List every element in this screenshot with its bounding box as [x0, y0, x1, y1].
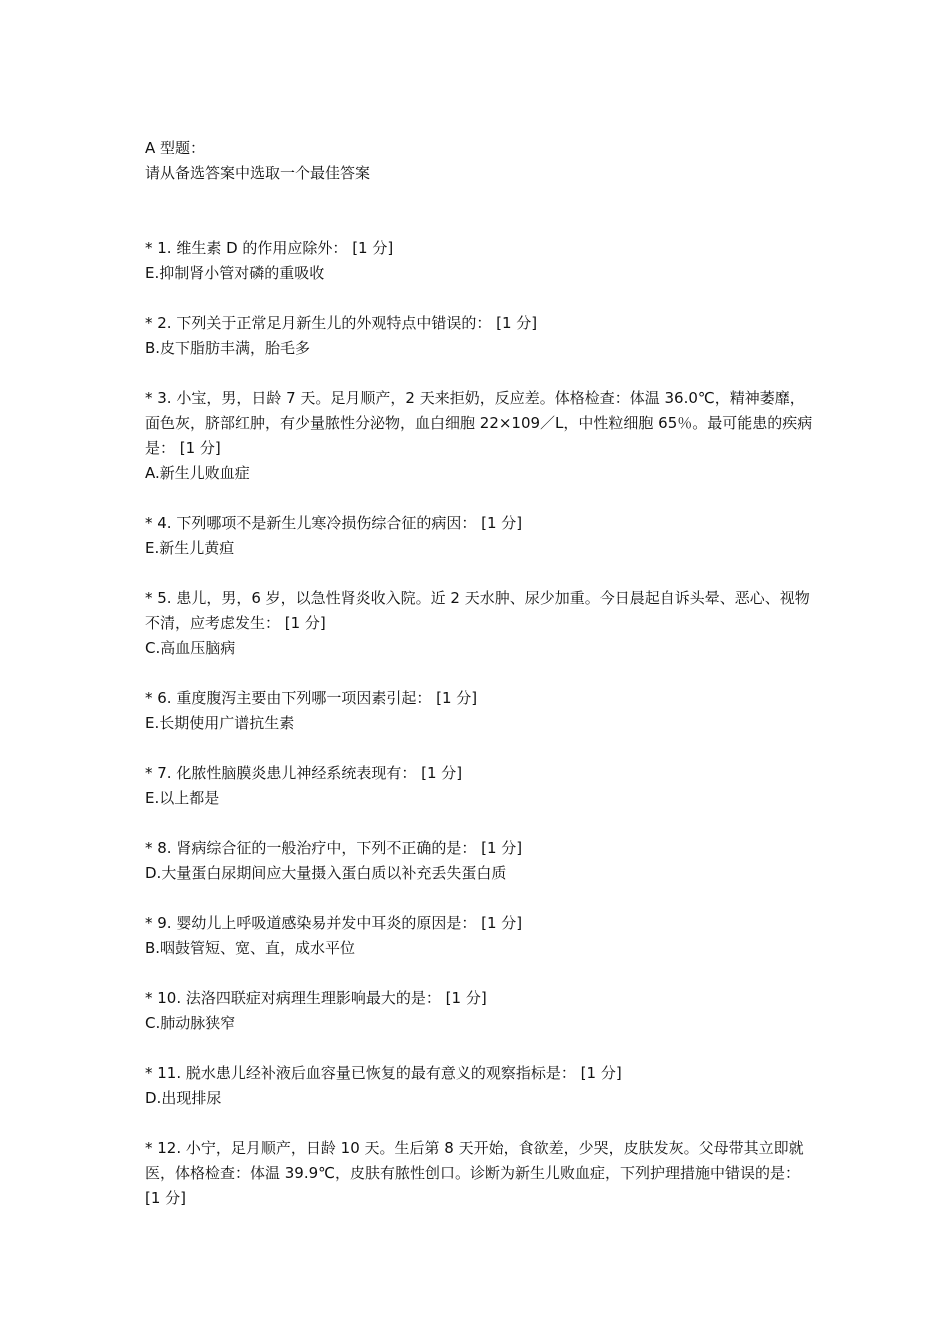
question-answer: E.新生儿黄疸: [145, 539, 235, 557]
question-11: [145, 1061, 813, 1111]
question-8: [145, 836, 813, 886]
question-text: * 3. 小宝，男，日龄 7 天。足月顺产，2 天来拒奶，反应差。体格检查：体温 36.0℃，精神萎靡，面色灰，脐部红肿，有少量脓性分泌物，血白细胞 22×109／L，中性粒细胞 65％。最可能患的疾病是： [1 分]: [145, 389, 813, 457]
question-answer: C.高血压脑病: [145, 639, 236, 657]
question-answer: B.咽鼓管短、宽、直，成水平位: [145, 939, 356, 957]
question-text: * 6. 重度腹泻主要由下列哪一项因素引起： [1 分]: [145, 689, 478, 707]
question-text: * 9. 婴幼儿上呼吸道感染易并发中耳炎的原因是： [1 分]: [145, 914, 523, 932]
header-spacer: [145, 186, 813, 236]
section-instruction: 请从备选答案中选取一个最佳答案: [145, 164, 371, 182]
question-10: [145, 986, 813, 1036]
question-text: * 11. 脱水患儿经补液后血容量已恢复的最有意义的观察指标是： [1 分]: [145, 1064, 622, 1082]
question-4: [145, 511, 813, 561]
question-12: [145, 1136, 813, 1211]
question-7: [145, 761, 813, 811]
question-text: * 8. 肾病综合征的一般治疗中，下列不正确的是： [1 分]: [145, 839, 523, 857]
question-3: [145, 386, 813, 486]
question-answer: C.肺动脉狭窄: [145, 1014, 236, 1032]
question-1: [145, 236, 813, 286]
question-text: * 1. 维生素 D 的作用应除外： [1 分]: [145, 239, 394, 257]
question-text: * 5. 患儿，男，6 岁，以急性肾炎收入院。近 2 天水肿、尿少加重。今日晨起自诉头晕、恶心、视物不清，应考虑发生： [1 分]: [145, 589, 810, 632]
section-title: A 型题：: [145, 139, 206, 157]
question-text: * 4. 下列哪项不是新生儿寒冷损伤综合征的病因： [1 分]: [145, 514, 523, 532]
question-text: * 7. 化脓性脑膜炎患儿神经系统表现有： [1 分]: [145, 764, 463, 782]
question-answer: D.出现排尿: [145, 1089, 222, 1107]
question-5: [145, 586, 813, 661]
question-2: [145, 311, 813, 361]
question-text: * 10. 法洛四联症对病理生理影响最大的是： [1 分]: [145, 989, 487, 1007]
question-9: [145, 911, 813, 961]
question-answer: B.皮下脂肪丰满，胎毛多: [145, 339, 311, 357]
question-answer: A.新生儿败血症: [145, 464, 250, 482]
question-text: * 2. 下列关于正常足月新生儿的外观特点中错误的： [1 分]: [145, 314, 538, 332]
question-answer: D.大量蛋白尿期间应大量摄入蛋白质以补充丢失蛋白质: [145, 864, 507, 882]
question-answer: E.长期使用广谱抗生素: [145, 714, 295, 732]
question-answer: E.以上都是: [145, 789, 220, 807]
document-page: [145, 136, 813, 1236]
question-text: * 12. 小宁，足月顺产，日龄 10 天。生后第 8 天开始，食欲差，少哭，皮肤发灰。父母带其立即就医，体格检查：体温 39.9℃，皮肤有脓性创口。诊断为新生儿败血症，下列护理措施中错误的是： [1 分]: [145, 1139, 804, 1207]
question-answer: E.抑制肾小管对磷的重吸收: [145, 264, 325, 282]
question-6: [145, 686, 813, 736]
